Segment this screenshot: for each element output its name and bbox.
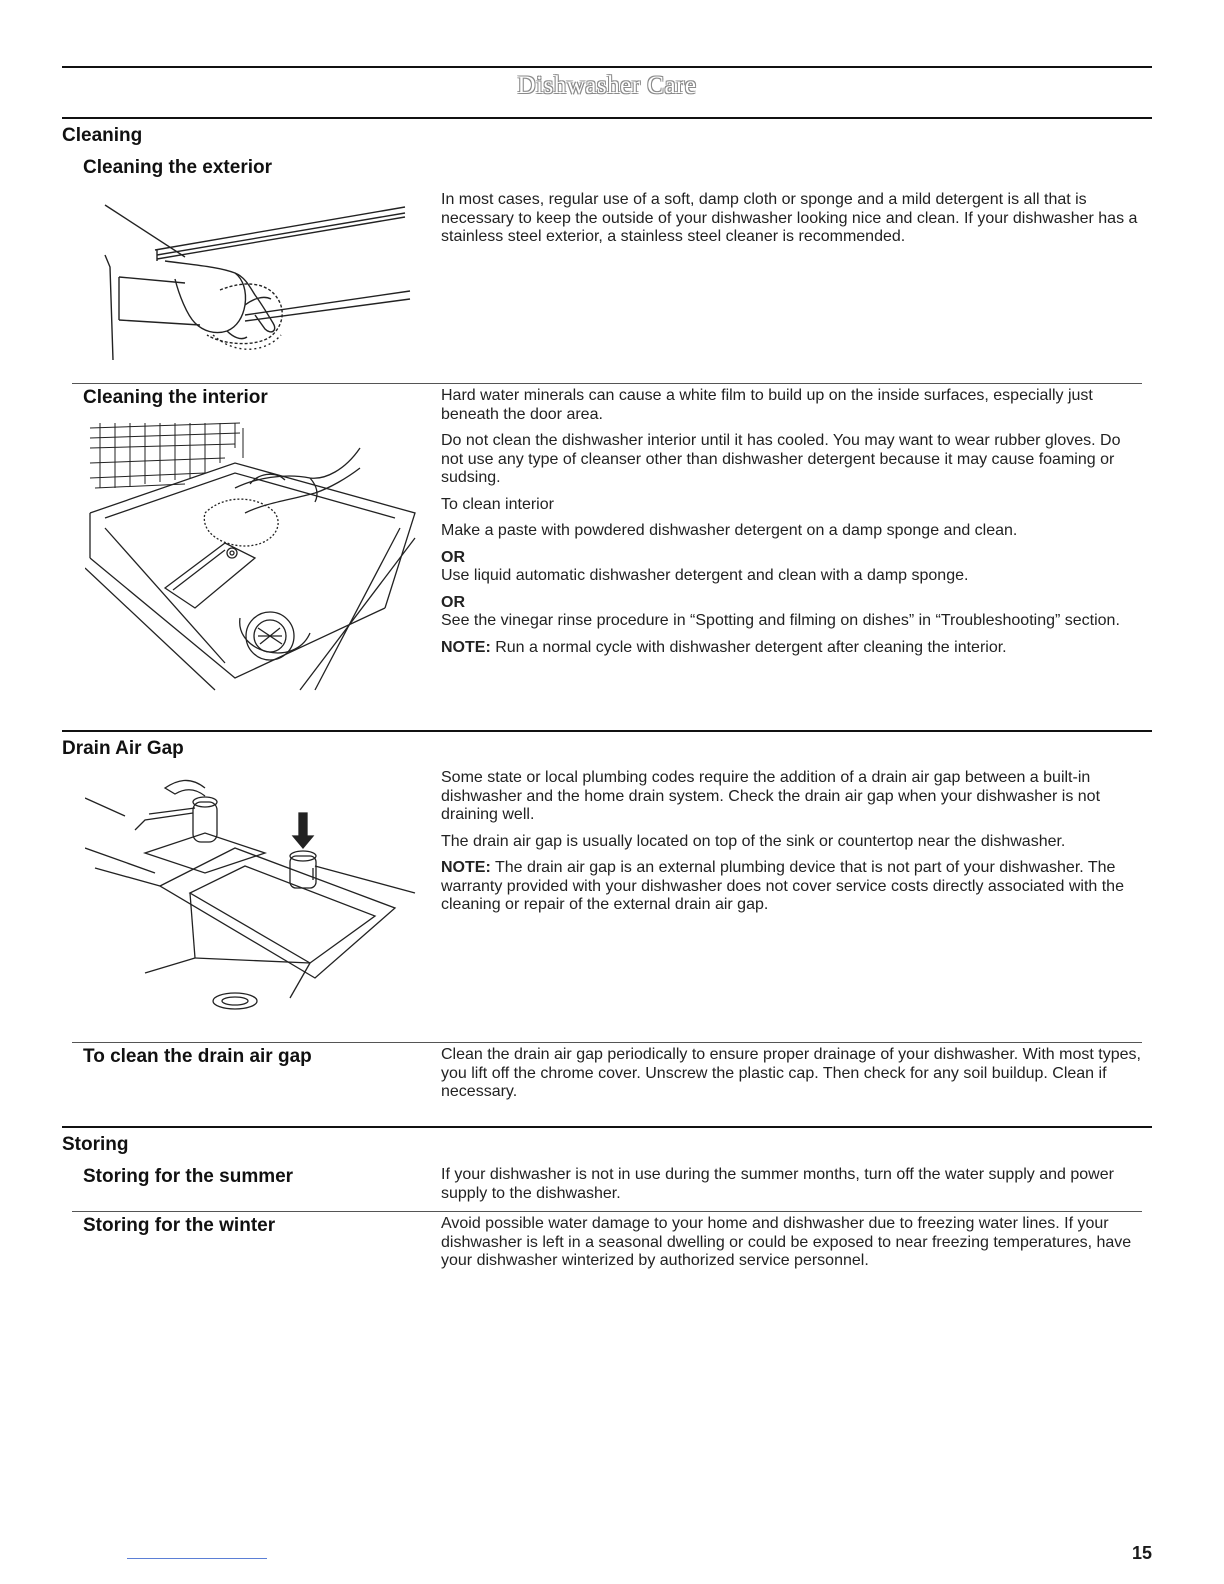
drain-air-gap-p1: Some state or local plumbing codes require the addition of a drain air gap between a built-in dishwasher and the home drain system. Check the drain air gap when your dishwasher is not draining well. — [441, 769, 1101, 823]
cleaning-interior-note-text: Run a normal cycle with dishwasher detergent after cleaning the interior. — [490, 638, 1007, 656]
storing-summer-paragraph: If your dishwasher is not in use during the summer months, turn off the water supply and power supply to the dishwasher. — [441, 1166, 1114, 1202]
cleaning-interior-rule — [72, 383, 1142, 384]
storing-summer-heading: Storing for the summer — [83, 1166, 294, 1187]
cleaning-interior-note-label: NOTE: — [441, 638, 491, 656]
page-number: 15 — [1131, 1543, 1152, 1563]
drain-air-gap-heading: Drain Air Gap — [62, 738, 184, 759]
cleaning-interior-p1: Hard water minerals can cause a white film to build up on the inside surfaces, especially just beneath the door area. — [441, 387, 1093, 423]
cleaning-exterior-paragraph: In most cases, regular use of a soft, damp cloth or sponge and a mild detergent is all that is necessary to keep the outside of your dishwasher looking nice and clean. If your dishwasher has a stainless steel exterior, a stainless steel cleaner is recommended. — [441, 191, 1138, 245]
drain-air-gap-note-text: The drain air gap is an external plumbing device that is not part of your dishwasher. The warranty provided with your dishwasher does not cover service costs directly associated with the cleaning or repair of the external drain air gap. — [441, 859, 1124, 913]
cleaning-interior-note — [441, 639, 1141, 658]
storing-winter-rule — [72, 1211, 1142, 1212]
cleaning-interior-heading: Cleaning the interior — [83, 387, 268, 408]
clean-drain-air-gap-rule — [72, 1042, 1142, 1043]
drain-air-gap-p2: The drain air gap is usually located on top of the sink or countertop near the dishwasher. — [441, 832, 1066, 850]
cleaning-interior-or-1: OR — [441, 548, 465, 566]
cleaning-heading: Cleaning — [62, 125, 143, 146]
cleaning-interior-p4: Make a paste with powdered dishwasher detergent on a damp sponge and clean. — [441, 522, 1018, 539]
header-top-rule — [62, 66, 1152, 68]
clean-drain-air-gap-text — [441, 1046, 1141, 1110]
clean-drain-air-gap-paragraph: Clean the drain air gap periodically to ensure proper drainage of your dishwasher. With most types, you lift off the chrome cover. Unscrew the plastic cap. Then check for any soil buildup. Clean if necessary. — [441, 1046, 1141, 1100]
cleaning-exterior-illustration — [95, 195, 425, 365]
drain-air-gap-note — [441, 859, 1141, 915]
cleaning-exterior-heading: Cleaning the exterior — [83, 157, 272, 178]
page-title: Dishwasher Care — [517, 72, 697, 99]
cleaning-interior-or-2: OR — [441, 593, 465, 611]
cleaning-interior-p6: See the vinegar rinse procedure in “Spotting and filming on dishes” in “Troubleshooting” section. — [441, 612, 1120, 629]
clean-drain-air-gap-heading: To clean the drain air gap — [83, 1046, 312, 1067]
footer-link-line — [127, 1558, 267, 1559]
storing-heading: Storing — [62, 1134, 129, 1155]
header-bottom-rule — [62, 117, 1152, 119]
storing-summer-text — [441, 1166, 1141, 1211]
storing-winter-heading: Storing for the winter — [83, 1215, 276, 1236]
cleaning-exterior-text — [441, 191, 1141, 255]
storing-winter-text — [441, 1215, 1141, 1279]
cleaning-interior-p5: Use liquid automatic dishwasher detergent and clean with a damp sponge. — [441, 567, 969, 584]
drain-air-gap-text — [441, 769, 1141, 923]
cleaning-interior-illustration — [85, 418, 420, 693]
cleaning-interior-text — [441, 387, 1141, 665]
cleaning-interior-p3: To clean interior — [441, 495, 554, 513]
drain-air-gap-note-label: NOTE: — [441, 859, 491, 876]
drain-air-gap-illustration — [85, 758, 420, 1018]
drain-air-gap-rule — [62, 730, 1152, 732]
storing-winter-paragraph: Avoid possible water damage to your home and dishwasher due to freezing water lines. If your dishwasher is left in a seasonal dwelling or could be exposed to near freezing temperatures, have your dishwasher winterized by authorized service personnel. — [441, 1215, 1132, 1269]
storing-rule — [62, 1126, 1152, 1128]
cleaning-interior-p2: Do not clean the dishwasher interior until it has cooled. You may want to wear rubber gloves. Do not use any type of cleanser other than dishwasher detergent because it may cause foaming or sudsing. — [441, 432, 1121, 486]
